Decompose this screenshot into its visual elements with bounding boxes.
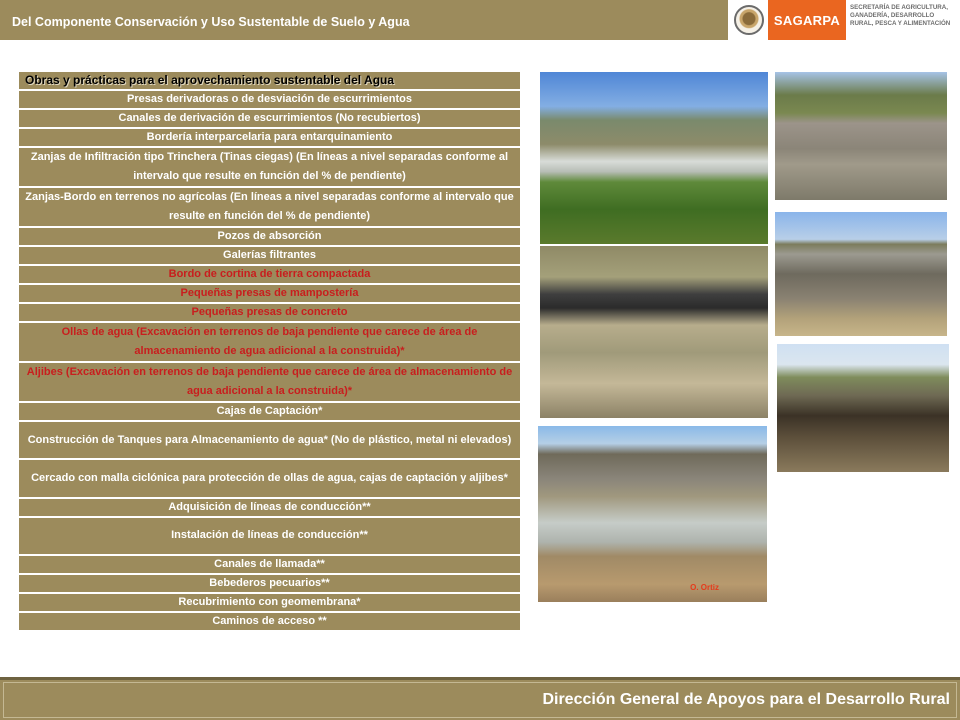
table-row: Galerías filtrantes [19,247,520,266]
photo-masonry-tank [775,212,947,336]
photo-livestock-pond [538,426,767,602]
mexico-seal-icon [730,2,768,38]
table-row: Caminos de acceso ** [19,613,520,632]
sagarpa-logo [768,0,846,40]
table-row: Cercado con malla ciclónica para protección de ollas de agua, cajas de captación y aljibes* [19,460,520,498]
brand-name: SAGARPA [773,12,841,28]
table-row: Adquisición de líneas de conducción** [19,499,520,518]
table-row: Bordería interparcelaria para entarquinamiento [19,129,520,148]
table-row: Recubrimiento con geomembrana* [19,594,520,613]
table-row: Aljibes (Excavación en terrenos de baja pendiente que carece de área de almacenamiento de agua adicional a la construida)* [19,363,520,403]
photo-credit: O. Ortiz [690,583,719,592]
table-row: Cajas de Captación* [19,403,520,422]
table-row: Bebederos pecuarios** [19,575,520,594]
table-row: Canales de derivación de escurrimientos (No recubiertos) [19,110,520,129]
table-row: Construcción de Tanques para Almacenamiento de agua* (No de plástico, metal ni elevados) [19,422,520,460]
table-row: Zanjas-Bordo en terrenos no agrícolas (En líneas a nivel separadas conforme al intervalo que resulte en función del % de pendiente) [19,188,520,228]
component-title: Del Componente Conservación y Uso Sustentable de Suelo y Agua [12,15,410,29]
table-row: Pequeñas presas de concreto [19,304,520,323]
table-row: Zanjas de Infiltración tipo Trinchera (Tinas ciegas) (En líneas a nivel separadas conforme al intervalo que resulte en función del % de pendiente) [19,148,520,188]
table-row: Bordo de cortina de tierra compactada [19,266,520,285]
table-row: Presas derivadoras o de desviación de escurrimientos [19,91,520,110]
photo-diversion-dam [540,72,768,244]
photo-conduction-trench [777,344,949,472]
photo-stone-wall [775,72,947,200]
table-row: Pequeñas presas de mampostería [19,285,520,304]
works-table [19,91,520,632]
table-row: Ollas de agua (Excavación en terrenos de baja pendiente que carece de área de almacenamiento de agua adicional a la construida)* [19,323,520,363]
top-banner [0,0,960,40]
agency-logo-block [728,0,960,40]
table-row: Canales de llamada** [19,556,520,575]
footer-title: Dirección General de Apoyos para el Desarrollo Rural [542,691,950,708]
table-header [19,72,520,90]
table-row: Pozos de absorción [19,228,520,247]
table-title: Obras y prácticas para el aprovechamiento sustentable del Agua [25,73,395,87]
table-row: Instalación de líneas de conducción** [19,518,520,556]
photo-lined-pond [540,246,768,418]
footer-bar [0,677,960,720]
secretaria-name: SECRETARÍA DE AGRICULTURA, GANADERÍA, DESARROLLO RURAL, PESCA Y ALIMENTACIÓN [850,4,951,27]
